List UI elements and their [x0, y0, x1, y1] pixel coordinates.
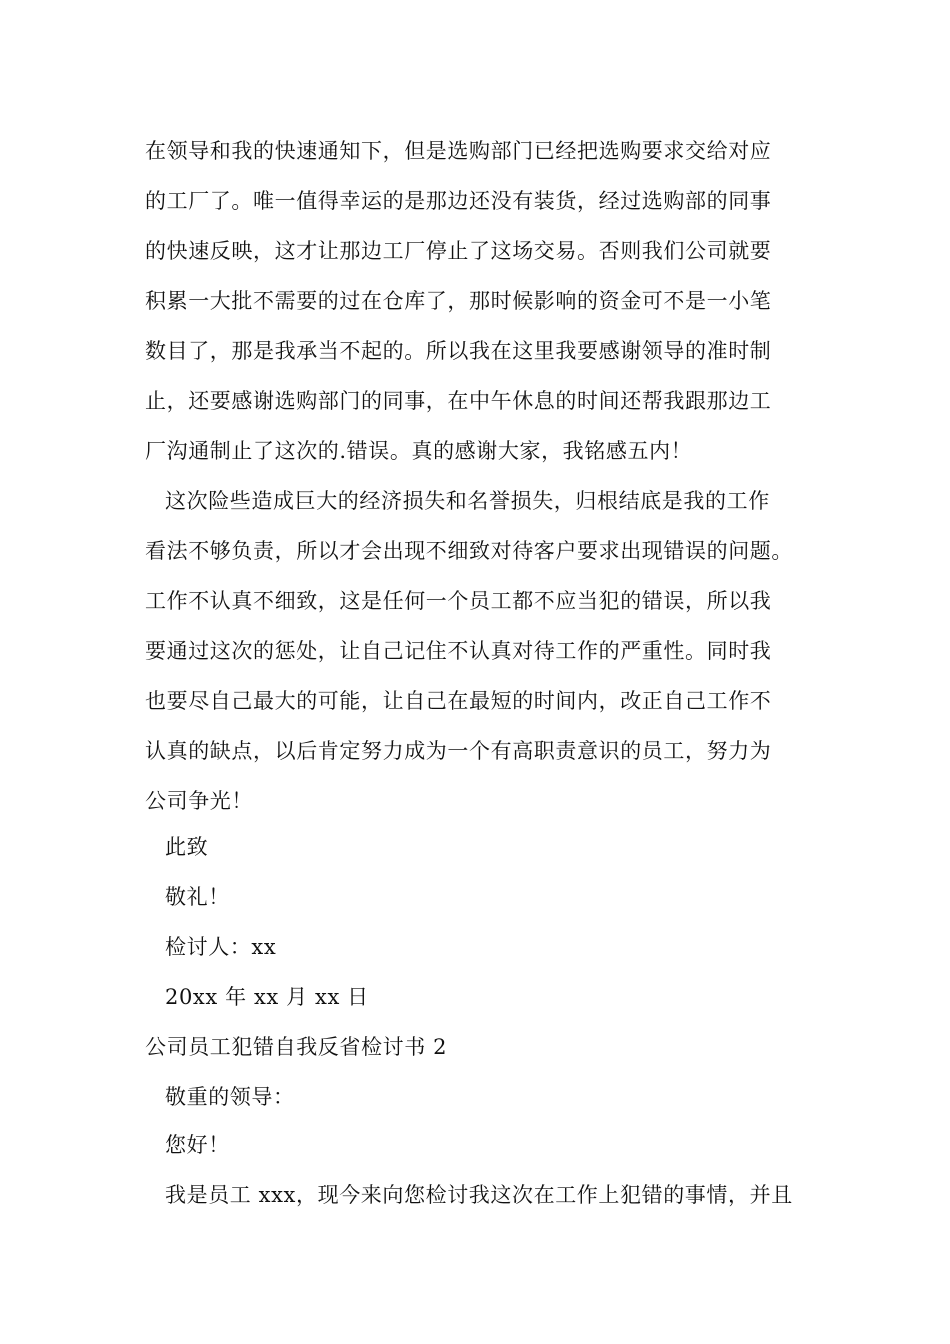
salute-text: 敬礼！: [165, 885, 230, 909]
section-title: 公司员工犯错自我反省检讨书 2: [145, 1035, 448, 1059]
paragraph-1-line-5: 数目了，那是我承当不起的。所以我在这里我要感谢领导的准时制: [145, 339, 772, 363]
signer-line: 检讨人：xx: [165, 935, 277, 959]
greeting-line: 敬重的领导：: [165, 1085, 295, 1109]
paragraph-2-line-1: 这次险些造成巨大的经济损失和名誉损失，归根结底是我的工作: [165, 489, 770, 513]
paragraph-2-line-2: 看法不够负责，所以才会出现不细致对待客户要求出现错误的问题。: [145, 539, 793, 563]
paragraph-1-line-2: 的工厂了。唯一值得幸运的是那边还没有装货，经过选购部的同事: [145, 189, 772, 213]
closing-text: 此致: [165, 835, 209, 859]
paragraph-2-line-5: 也要尽自己最大的可能，让自己在最短的时间内，改正自己工作不: [145, 689, 772, 713]
paragraph-1-line-4: 积累一大批不需要的过在仓库了，那时候影响的资金可不是一小笔: [145, 289, 772, 313]
paragraph-2-line-7: 公司争光！: [145, 789, 253, 813]
date-line: 20xx 年 xx 月 xx 日: [165, 985, 369, 1009]
paragraph-2-line-4: 要通过这次的惩处，让自己记住不认真对待工作的严重性。同时我: [145, 639, 772, 663]
paragraph-2-line-3: 工作不认真不细致，这是任何一个员工都不应当犯的错误，所以我: [145, 589, 772, 613]
paragraph-1-line-6: 止，还要感谢选购部门的同事，在中午休息的时间还帮我跟那边工: [145, 389, 772, 413]
paragraph-1-line-1: 在领导和我的快速通知下，但是选购部门已经把选购要求交给对应: [145, 139, 772, 163]
paragraph-2-line-6: 认真的缺点，以后肯定努力成为一个有高职责意识的员工，努力为: [145, 739, 772, 763]
body-start-line: 我是员工 xxx，现今来向您检讨我这次在工作上犯错的事情，并且: [165, 1183, 793, 1207]
paragraph-1-line-7: 厂沟通制止了这次的.错误。真的感谢大家，我铭感五内！: [145, 439, 693, 463]
hello-line: 您好！: [165, 1133, 230, 1157]
paragraph-1-line-3: 的快速反映，这才让那边工厂停止了这场交易。否则我们公司就要: [145, 239, 772, 263]
